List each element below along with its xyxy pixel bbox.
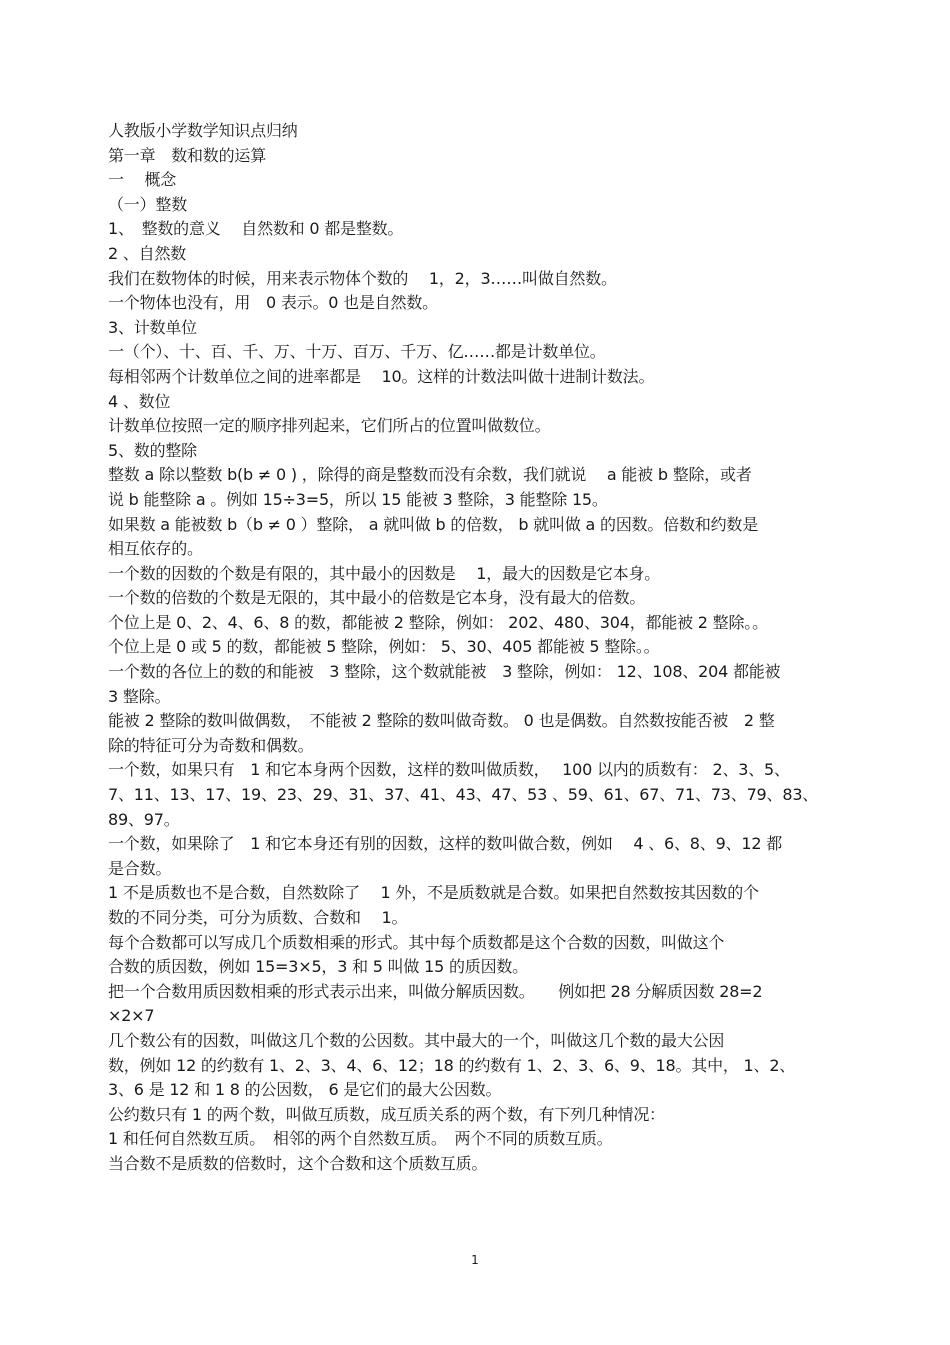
item-heading: 4 、数位 [108, 391, 171, 411]
item-heading: 2 、自然数 [108, 243, 187, 263]
subsection-heading: （一）整数 [108, 194, 188, 214]
text-line: 1 不是质数也不是合数，自然数除了 1 外，不是质数就是合数。如果把自然数按其因数的个 [108, 883, 759, 903]
text-line: 计数单位按照一定的顺序排列起来，它们所占的位置叫做数位。 [108, 416, 551, 436]
text-line: 合数的质因数，例如 15=3×5，3 和 5 叫做 15 的质因数。 [108, 957, 528, 977]
text-line: 当合数不是质数的倍数时，这个合数和这个质数互质。 [108, 1153, 488, 1173]
text-line: 能被 2 整除的数叫做偶数， 不能被 2 整除的数叫做奇数。 0 也是偶数。自然数按能否被 2 整 [108, 711, 775, 731]
text-line: 一个数，如果只有 1 和它本身两个因数，这样的数叫做质数， 100 以内的质数有： 2、3、5、 [108, 760, 790, 780]
document-title: 人教版小学数学知识点归纳 [108, 121, 298, 140]
text-line: 几个数公有的因数，叫做这几个数的公因数。其中最大的一个，叫做这几个数的最大公因 [108, 1030, 725, 1050]
text-line: 我们在数物体的时候，用来表示物体个数的 1，2，3……叫做自然数。 [108, 268, 617, 288]
text-line: 一个数的因数的个数是有限的，其中最小的因数是 1，最大的因数是它本身。 [108, 563, 661, 583]
text-line: 整数 a 除以整数 b(b ≠ 0 ) ，除得的商是整数而没有余数，我们就说 a 能被 b 整除，或者 [108, 465, 752, 485]
text-line: 个位上是 0、2、4、6、8 的数，都能被 2 整除，例如： 202、480、304，都能被 2 整除。。 [108, 612, 768, 632]
document-body [108, 119, 868, 1177]
text-line: 一个数，如果除了 1 和它本身还有别的因数，这样的数叫做合数，例如 4 、6、8、9、12 都 [108, 834, 783, 854]
text-line: 7、11、13、17、19、23、29、31、37、41、43、47、53 、59、61、67、71、73、79、83、 [108, 785, 819, 805]
item-heading: 5、数的整除 [108, 440, 197, 460]
text-line: 如果数 a 能被数 b（b ≠ 0 ）整除， a 就叫做 b 的倍数， b 就叫做 a 的因数。倍数和约数是 [108, 514, 759, 534]
text-line: 个位上是 0 或 5 的数，都能被 5 整除，例如： 5、30、405 都能被 5 整除。。 [108, 637, 660, 657]
text-line: 1、 整数的意义 自然数和 0 都是整数。 [108, 219, 404, 239]
text-line: ×2×7 [108, 1006, 155, 1026]
text-line: 89、97。 [108, 809, 180, 829]
text-line: 除的特征可分为奇数和偶数。 [108, 735, 314, 755]
chapter-heading: 第一章 数和数的运算 [108, 145, 267, 165]
text-line: 是合数。 [108, 858, 172, 878]
item-heading: 3、计数单位 [108, 317, 197, 337]
text-line: 1 和任何自然数互质。 相邻的两个自然数互质。 两个不同的质数互质。 [108, 1129, 613, 1149]
text-line: 每个合数都可以写成几个质数相乘的形式。其中每个质数都是这个合数的因数，叫做这个 [108, 932, 725, 952]
text-line: 一个物体也没有，用 0 表示。0 也是自然数。 [108, 293, 438, 313]
text-line: 数，例如 12 的约数有 1、2、3、4、6、12；18 的约数有 1、2、3、6、9、18。其中， 1、2、 [108, 1055, 796, 1075]
page-number: 1 [471, 1253, 479, 1267]
text-line: 数的不同分类，可分为质数、合数和 1。 [108, 908, 408, 927]
text-line: 说 b 能整除 a 。例如 15÷3=5，所以 15 能被 3 整除，3 能整除 15。 [108, 489, 608, 509]
text-line: 一（个）、十、百、千、万、十万、百万、千万、亿……都是计数单位。 [108, 342, 606, 362]
text-line: 相互依存的。 [108, 539, 203, 559]
section-heading: 一 概念 [108, 170, 177, 190]
text-line: 3、6 是 12 和 1 8 的公因数， 6 是它们的最大公因数。 [108, 1080, 502, 1100]
text-line: 把一个合数用质因数相乘的形式表示出来，叫做分解质因数。 例如把 28 分解质因数 28=2 [108, 981, 763, 1001]
text-line: 一个数的各位上的数的和能被 3 整除，这个数就能被 3 整除，例如： 12、108、204 都能被 [108, 662, 781, 682]
text-line: 3 整除。 [108, 686, 171, 706]
text-line: 每相邻两个计数单位之间的进率都是 10。这样的计数法叫做十进制计数法。 [108, 366, 655, 386]
text-line: 公约数只有 1 的两个数，叫做互质数，成互质关系的两个数，有下列几种情况： [108, 1104, 665, 1124]
text-line: 一个数的倍数的个数是无限的，其中最小的倍数是它本身，没有最大的倍数。 [108, 588, 646, 608]
